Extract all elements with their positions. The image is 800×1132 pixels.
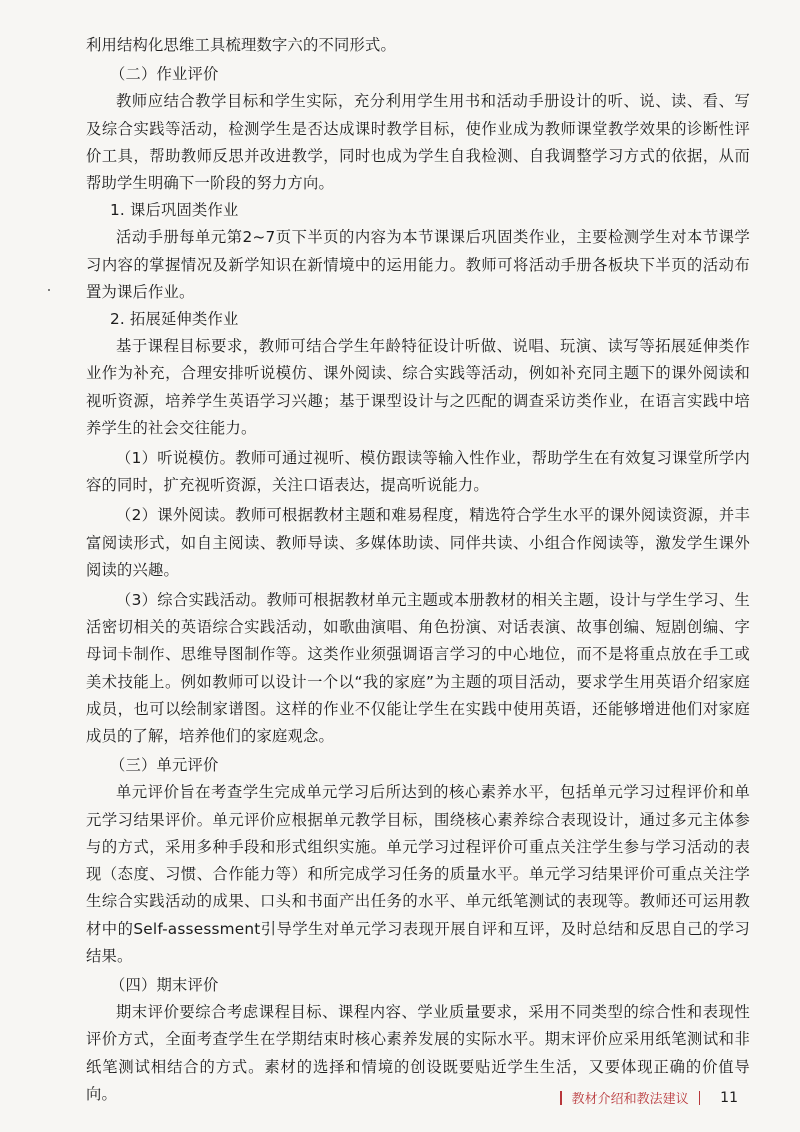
paragraph-unit-evaluation: 单元评价旨在考查学生完成单元学习后所达到的核心素养水平，包括单元学习过程评价和单元学习结果评价。单元评价应根据单元教学目标，围绕核心素养综合表现设计，通过多元主体参与的方式，采用多种手段和形式组织实施。单元学习过程评价可重点关注学生参与学习活动的表现（态度、习惯、合作能力等）和所完成学习任务的质量水平。单元学习结果评价可重点关注学生综合实践活动的成果、口头和书面产出任务的水平、单元纸笔测试的表现等。教师还可运用教材中的Self-assessment引导学生对单元学习表现开展自评和互评，及时总结和反思自己的学习结果。	[86, 783, 750, 965]
page-body	[86, 32, 750, 1108]
paragraph-listening-imitation: （1）听说模仿。教师可通过视听、模仿跟读等输入性作业，帮助学生在有效复习课堂所学内容的同时，扩充视听资源，关注口语表达，提高听说能力。	[86, 449, 750, 495]
page-footer	[550, 1088, 738, 1107]
paragraph-practice-activities: （3）综合实践活动。教师可根据教材单元主题或本册教材的相关主题，设计与学生学习、生活密切相关的英语综合实践活动，如歌曲演唱、角色扮演、对话表演、故事创编、短剧创编、字母词卡制作、思维导图制作等。这类作业须强调语言学习的中心地位，而不是将重点放在手工或美术技能上。例如教师可以设计一个以“我的家庭”为主题的项目活动，要求学生用英语介绍家庭成员，也可以绘制家谱图。这样的作业不仅能让学生在实践中使用英语，还能够增进他们对家庭成员的了解，培养他们的家庭观念。	[86, 591, 750, 746]
section-heading-unit-evaluation: （三）单元评价	[110, 756, 219, 775]
footer-divider-left	[560, 1091, 562, 1105]
page-number: 11	[720, 1089, 738, 1106]
scan-speck	[48, 289, 50, 291]
paragraph-homework-intro: 教师应结合教学目标和学生实际，充分利用学生用书和活动手册设计的听、说、读、看、写及综合实践等活动，检测学生是否达成课时教学目标，使作业成为教师课堂教学效果的诊断性评价工具，帮助教师反思并改进教学，同时也成为学生自我检测、自我调整学习方式的依据，从而帮助学生明确下一阶段的努力方向。	[86, 92, 750, 193]
footer-section-title: 教材介绍和教法建议	[571, 1092, 689, 1107]
paragraph-extracurricular-reading: （2）课外阅读。教师可根据教材主题和难易程度，精选符合学生水平的课外阅读资源，并丰富阅读形式，如自主阅读、教师导读、多媒体助读、同伴共读、小组合作阅读等，激发学生课外阅读的兴趣。	[86, 506, 750, 579]
footer-divider-right	[699, 1091, 701, 1105]
subheading-extension-homework: 2. 拓展延伸类作业	[110, 310, 239, 329]
paragraph-continuation: 利用结构化思维工具梳理数字六的不同形式。	[86, 36, 396, 54]
paragraph-consolidation-homework: 活动手册每单元第2~7页下半页的内容为本节课课后巩固类作业，主要检测学生对本节课学习内容的掌握情况及新学知识在新情境中的运用能力。教师可将活动手册各板块下半页的活动布置为课后作业。	[86, 228, 750, 301]
subheading-consolidation-homework: 1. 课后巩固类作业	[110, 201, 239, 220]
section-heading-final-evaluation: （四）期末评价	[110, 975, 219, 994]
paragraph-extension-homework: 基于课程目标要求，教师可结合学生年龄特征设计听做、说唱、玩演、读写等拓展延伸类作业作为补充，合理安排听说模仿、课外阅读、综合实践等活动，例如补充同主题下的课外阅读和视听资源，培养学生英语学习兴趣；基于课型设计与之匹配的调查采访类作业，在语言实践中培养学生的社会交往能力。	[86, 337, 750, 437]
paragraph-final-evaluation: 期末评价要综合考虑课程目标、课程内容、学业质量要求，采用不同类型的综合性和表现性评价方式，全面考查学生在学期结束时核心素养发展的实际水平。期末评价应采用纸笔测试和非纸笔测试相结合的方式。素材的选择和情境的创设既要贴近学生生活，又要体现正确的价值导向。	[86, 1003, 750, 1103]
section-heading-homework-evaluation: （二）作业评价	[110, 65, 219, 84]
